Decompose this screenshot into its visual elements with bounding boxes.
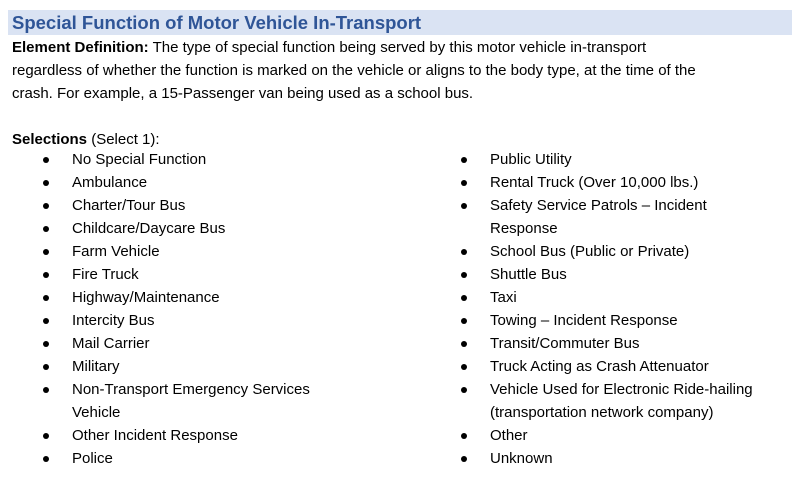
list-item [458, 148, 753, 171]
list-item [458, 240, 753, 263]
bullet-icon [43, 226, 49, 232]
list-item-text: Response [490, 220, 558, 237]
list-item-text: Other Incident Response [72, 427, 238, 444]
list-item-text: Police [72, 450, 113, 467]
bullet-icon [43, 249, 49, 255]
list-item-text: Vehicle [72, 404, 121, 421]
bullet-icon [461, 272, 467, 278]
list-item [40, 194, 310, 217]
list-item-text: Truck Acting as Crash Attenuator [490, 358, 709, 375]
bullet-icon [43, 433, 49, 439]
list-item-text: Vehicle Used for Electronic Ride-hailing [490, 381, 753, 398]
bullet-icon [43, 157, 49, 163]
list-item-text: Safety Service Patrols – Incident [490, 197, 707, 214]
list-item-text: Other [490, 427, 528, 444]
bullet-icon [461, 456, 467, 462]
bullet-icon [461, 433, 467, 439]
list-item [458, 171, 753, 194]
list-item [40, 378, 310, 424]
selections-list-left [40, 148, 310, 470]
list-item-text: Intercity Bus [72, 312, 155, 329]
list-item-text: Military [72, 358, 120, 375]
list-item [458, 424, 753, 447]
bullet-icon [461, 249, 467, 255]
list-item-text: Shuttle Bus [490, 266, 567, 283]
definition-line [12, 36, 696, 59]
list-item-text: Non-Transport Emergency Services [72, 381, 310, 398]
list-item-text: Transit/Commuter Bus [490, 335, 640, 352]
bullet-icon [461, 295, 467, 301]
list-item-text: Highway/Maintenance [72, 289, 220, 306]
definition-line: crash. For example, a 15-Passenger van being used as a school bus. [12, 85, 474, 102]
definition-text: The type of special function being served by this motor vehicle in-transport [148, 39, 647, 56]
definition-label: Element Definition: [12, 39, 149, 56]
bullet-icon [43, 364, 49, 370]
bullet-icon [461, 157, 467, 163]
list-item-text: Rental Truck (Over 10,000 lbs.) [490, 174, 699, 191]
list-item-text: Childcare/Daycare Bus [72, 220, 226, 237]
list-item [458, 263, 753, 286]
section-title: Special Function of Motor Vehicle In-Transport [12, 12, 422, 33]
list-item-text: Fire Truck [72, 266, 139, 283]
list-item-text: Ambulance [72, 174, 148, 191]
bullet-icon [461, 341, 467, 347]
bullet-icon [461, 180, 467, 186]
bullet-icon [43, 180, 49, 186]
list-item [458, 332, 753, 355]
selections-list-right [458, 148, 753, 470]
bullet-icon [461, 364, 467, 370]
selections-note: (Select 1): [87, 131, 160, 148]
list-item [40, 240, 310, 263]
list-item-text: No Special Function [72, 151, 207, 168]
list-item-text: School Bus (Public or Private) [490, 243, 690, 260]
definition-line: regardless of whether the function is marked on the vehicle or aligns to the body type, at the time of the [12, 62, 696, 79]
bullet-icon [43, 272, 49, 278]
list-item [458, 447, 753, 470]
list-item [40, 171, 310, 194]
list-item-text: Taxi [490, 289, 517, 306]
list-item [40, 286, 310, 309]
list-item [40, 447, 310, 470]
list-item [458, 194, 753, 240]
list-item [458, 286, 753, 309]
list-item [40, 332, 310, 355]
bullet-icon [43, 387, 49, 393]
bullet-icon [43, 295, 49, 301]
bullet-icon [43, 341, 49, 347]
list-item [40, 355, 310, 378]
selections-label: Selections [12, 131, 88, 148]
bullet-icon [461, 318, 467, 324]
list-item [40, 309, 310, 332]
bullet-icon [43, 456, 49, 462]
list-item-text: Mail Carrier [72, 335, 150, 352]
bullet-icon [43, 318, 49, 324]
list-item [458, 378, 753, 424]
list-item [458, 309, 753, 332]
list-item-text: Towing – Incident Response [490, 312, 678, 329]
list-item-text: Farm Vehicle [72, 243, 160, 260]
list-item [40, 263, 310, 286]
bullet-icon [461, 203, 467, 209]
list-item-text: Unknown [490, 450, 553, 467]
bullet-icon [461, 387, 467, 393]
list-item [40, 424, 310, 447]
element-definition [12, 36, 696, 105]
list-item [40, 148, 310, 171]
bullet-icon [43, 203, 49, 209]
list-item [40, 217, 310, 240]
list-item-text: Charter/Tour Bus [72, 197, 186, 214]
list-item [458, 355, 753, 378]
list-item-text: (transportation network company) [490, 404, 714, 421]
list-item-text: Public Utility [490, 151, 572, 168]
